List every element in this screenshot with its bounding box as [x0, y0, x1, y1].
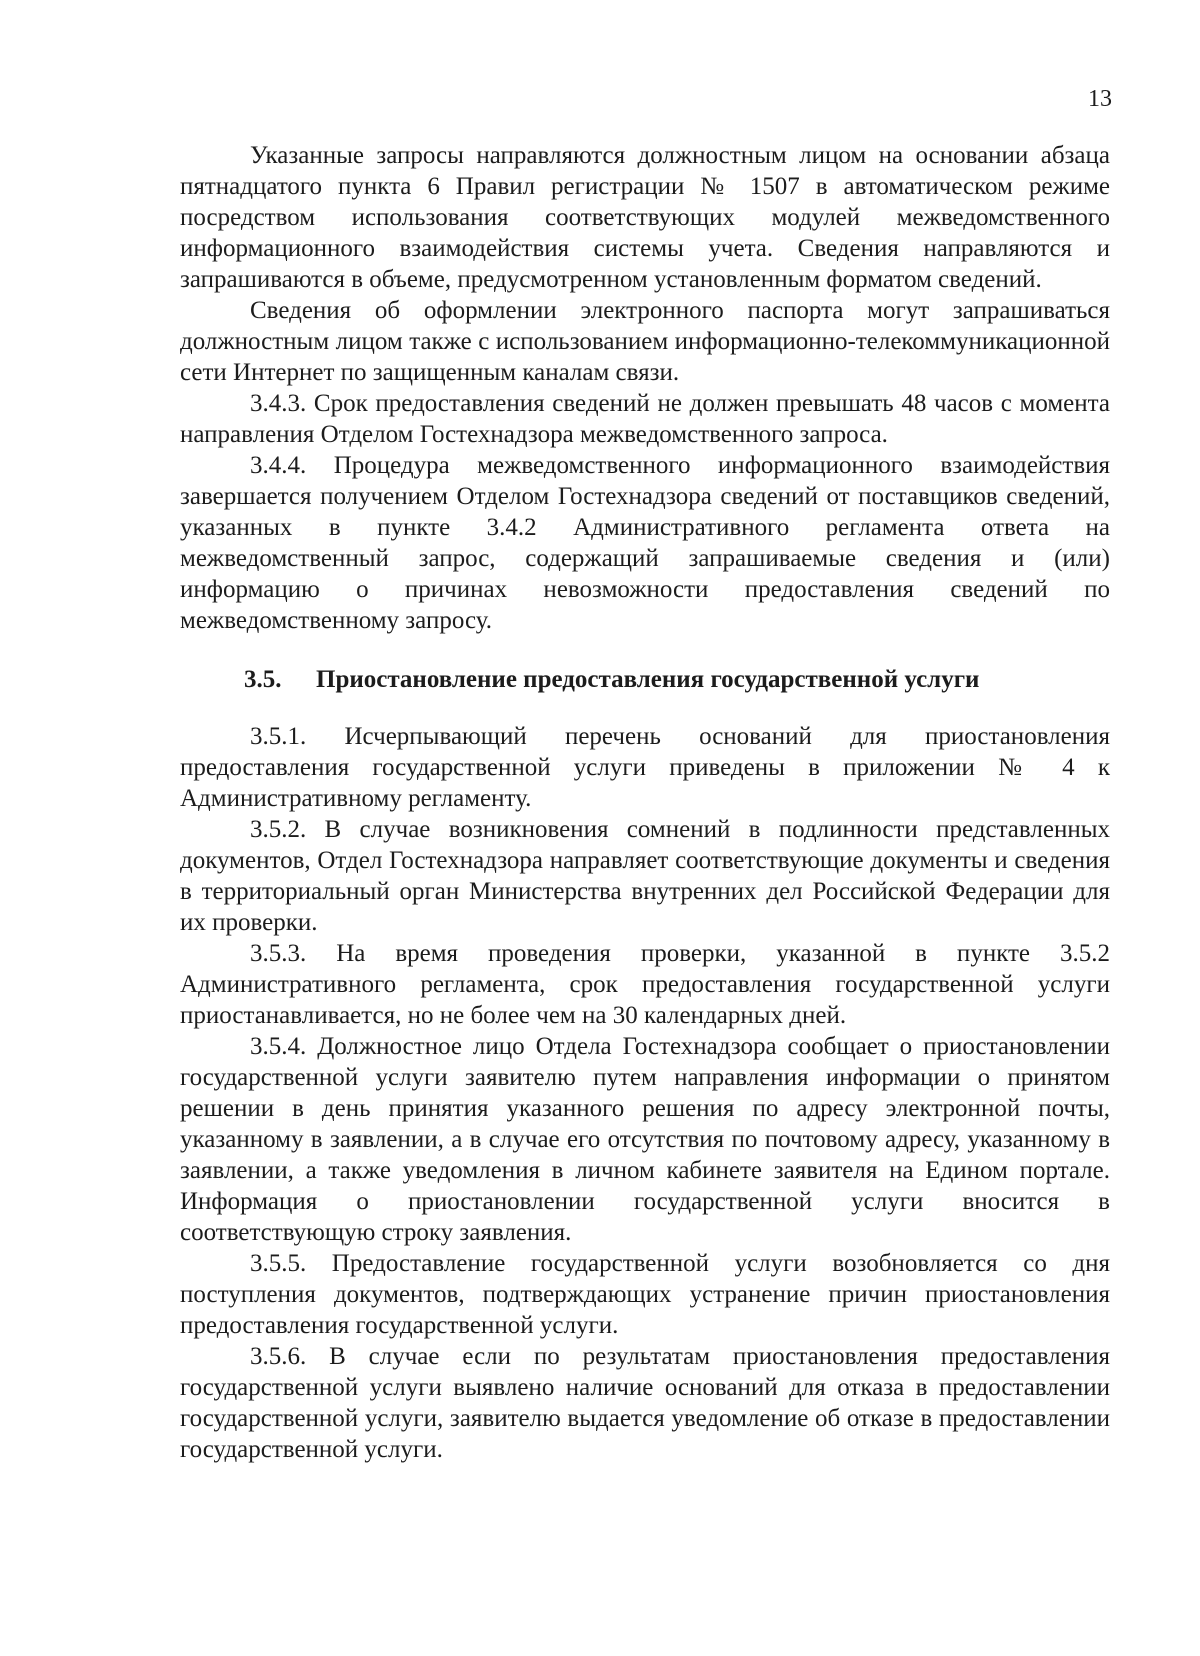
section-heading [180, 664, 1110, 695]
paragraph: 3.4.3. Срок предоставления сведений не должен превышать 48 часов с момента направления Отделом Гостехнадзора межведомственного запроса. [180, 390, 1110, 448]
section-title: Приостановление предоставления государственной услуги [316, 666, 980, 693]
paragraph: 3.5.2. В случае возникновения сомнений в подлинности представленных документов, Отдел Гостехнадзора направляет соответствующие документы и сведения в территориальный орган Министерства внутренних дел Российской Федерации для их проверки. [180, 816, 1110, 936]
paragraph: 3.5.4. Должностное лицо Отдела Гостехнадзора сообщает о приостановлении государственной услуги заявителю путем направления информации о принятом решении в день принятия указанного решения по адресу электронной почты, указанному в заявлении, а в случае его отсутствия по почтовому адресу, указанному в заявлении, а также уведомления в личном кабинете заявителя на Едином портале. Информация о приостановлении государственной услуги вносится в соответствующую строку заявления. [180, 1033, 1110, 1246]
page-number: 13 [1088, 86, 1112, 112]
paragraph: Сведения об оформлении электронного паспорта могут запрашиваться должностным лицом также с использованием информационно-телекоммуникационной сети Интернет по защищенным каналам связи. [180, 297, 1110, 386]
section-number: 3.5. [244, 666, 282, 693]
paragraph: 3.5.3. На время проведения проверки, указанной в пункте 3.5.2 Административного регламента, срок предоставления государственной услуги приостанавливается, но не более чем на 30 календарных дней. [180, 940, 1110, 1029]
paragraph: 3.5.5. Предоставление государственной услуги возобновляется со дня поступления документов, подтверждающих устранение причин приостановления предоставления государственной услуги. [180, 1250, 1110, 1339]
paragraph: Указанные запросы направляются должностным лицом на основании абзаца пятнадцатого пункта 6 Правил регистрации № 1507 в автоматическом режиме посредством использования соответствующих модулей межведомственного информационного взаимодействия системы учета. Сведения направляются и запрашиваются в объеме, предусмотренном установленным форматом сведений. [180, 142, 1110, 293]
paragraph: 3.5.1. Исчерпывающий перечень оснований для приостановления предоставления государственной услуги приведены в приложении № 4 к Административному регламенту. [180, 723, 1110, 812]
paragraph: 3.5.6. В случае если по результатам приостановления предоставления государственной услуги выявлено наличие оснований для отказа в предоставлении государственной услуги, заявителю выдается уведомление об отказе в предоставлении государственной услуги. [180, 1343, 1110, 1463]
document-body [180, 140, 1110, 1465]
paragraph: 3.4.4. Процедура межведомственного информационного взаимодействия завершается получением Отделом Гостехнадзора сведений от поставщиков сведений, указанных в пункте 3.4.2 Административного регламента ответа на межведомственный запрос, содержащий запрашиваемые сведения и (или) информацию о причинах невозможности предоставления сведений по межведомственному запросу. [180, 452, 1110, 634]
